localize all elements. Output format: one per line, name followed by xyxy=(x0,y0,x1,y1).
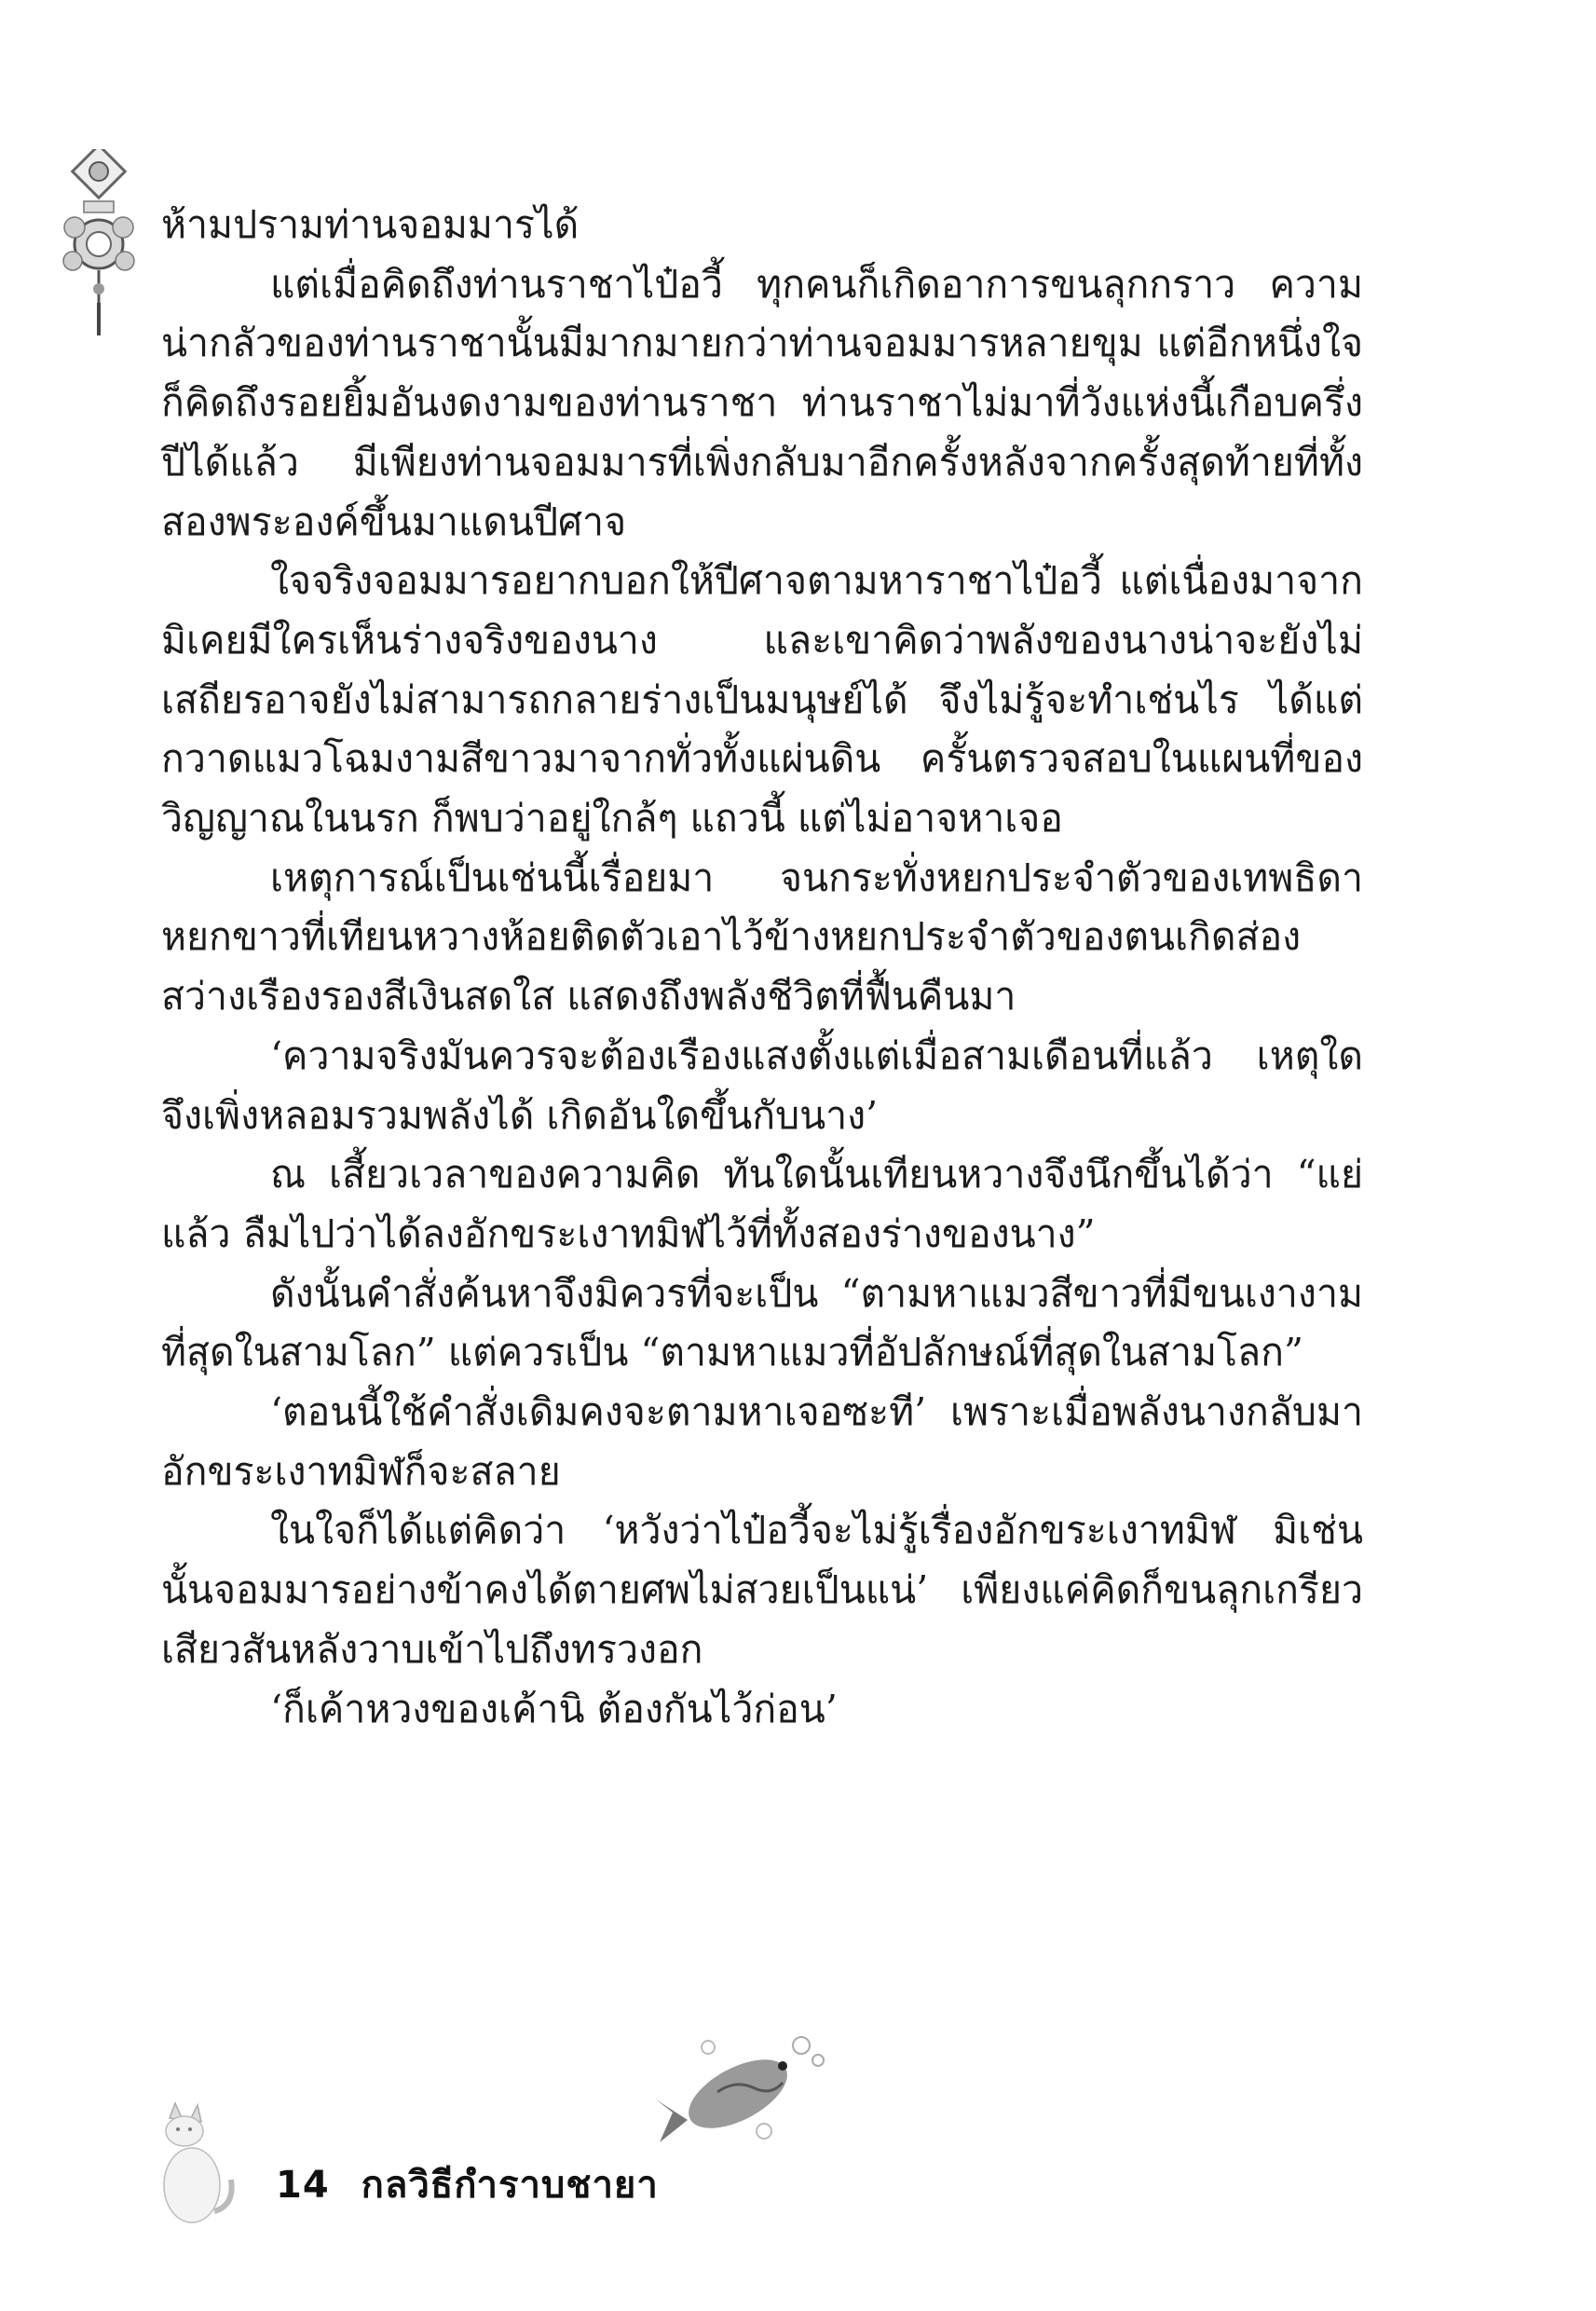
paragraph: ใจจริงจอมมารอยากบอกให้ปีศาจตามหาราชาไป๋อวี้ แต่เนื่องมาจากมิเคยมีใครเห็นร่างจริงของนาง และเขาคิดว่าพลังของนางน่าจะยังไม่เสถียรอาจยังไม่สามารถกลายร่างเป็นมนุษย์ได้ จึงไม่รู้จะทำเช่นไร ได้แต่กวาดแมวโฉมงามสีขาวมาจากทั่วทั้งแผ่นดิน ครั้นตรวจสอบในแผนที่ของวิญญาณในนรก ก็พบว่าอยู่ใกล้ๆ แถวนี้ แต่ไม่อาจหาเจอ xyxy=(161,558,1363,841)
white-cat-icon xyxy=(149,2101,238,2227)
paragraph: ดังนั้นคำสั่งค้นหาจึงมิควรที่จะเป็น “ตามหาแมวสีขาวที่มีขนเงางามที่สุดในสามโลก” แต่ควรเป็น “ตามหาแมวที่อัปลักษณ์ที่สุดในสามโลก” xyxy=(161,1270,1363,1375)
page-number: 14 xyxy=(276,2164,330,2207)
paragraph: ‘ความจริงมันควรจะต้องเรืองแสงตั้งแต่เมื่อสามเดือนที่แล้ว เหตุใดจึงเพิ่งหลอมรวมพลังได้ เกิดอันใดขึ้นกับนาง’ xyxy=(161,1032,1363,1138)
paragraph: ‘ก็เค้าหวงของเค้านิ ต้องกันไว้ก่อน’ xyxy=(270,1686,838,1731)
flower-ornament-icon xyxy=(56,149,149,345)
paragraph: แต่เมื่อคิดถึงท่านราชาไป๋อวี้ ทุกคนก็เกิดอาการขนลุกกราว ความน่ากลัวของท่านราชานั้นมีมากมายกว่าท่านจอมมารหลายขุม แต่อีกหนึ่งใจก็คิดถึงรอยยิ้มอันงดงามของท่านราชา ท่านราชาไม่มาที่วังแห่งนี้เกือบครึ่งปีได้แล้ว มีเพียงท่านจอมมารที่เพิ่งกลับมาอีกครั้งหลังจากครั้งสุดท้ายที่ทั้งสองพระองค์ขึ้นมาแดนปีศาจ xyxy=(161,261,1363,544)
paragraph: ห้ามปรามท่านจอมมารได้ xyxy=(161,202,580,247)
koi-fish-icon xyxy=(652,2027,829,2148)
book-title: กลวิธีกำราบชายา xyxy=(361,2164,659,2207)
paragraph: ‘ตอนนี้ใช้คำสั่งเดิมคงจะตามหาเจอซะที’ เพราะเมื่อพลังนางกลับมาอักขระเงาทมิฬก็จะสลาย xyxy=(161,1389,1363,1494)
paragraph: เหตุการณ์เป็นเช่นนี้เรื่อยมา จนกระทั่งหยกประจำตัวของเทพธิดาหยกขาวที่เทียนหวางห้อยติดตัวเอาไว้ข้างหยกประจำตัวของตนเกิดส่องสว่างเรืองรองสีเงินสดใส แสดงถึงพลังชีวิตที่ฟื้นคืนมา xyxy=(161,855,1363,1019)
paragraph: ณ เสี้ยวเวลาของความคิด ทันใดนั้นเทียนหวางจึงนึกขึ้นได้ว่า “แย่แล้ว ลืมไปว่าได้ลงอักขระเงาทมิฬไว้ที่ทั้งสองร่างของนาง” xyxy=(161,1152,1363,1256)
page-footer xyxy=(276,2154,659,2214)
body-text xyxy=(161,196,1363,1739)
paragraph: ในใจก็ได้แต่คิดว่า ‘หวังว่าไป๋อวี้จะไม่รู้เรื่องอักขระเงาทมิฬ มิเช่นนั้นจอมมารอย่างข้าคงได้ตายศพไม่สวยเป็นแน่’ เพียงแค่คิดก็ขนลุกเกรียวเสียวสันหลังวาบเข้าไปถึงทรวงอก xyxy=(161,1508,1363,1672)
